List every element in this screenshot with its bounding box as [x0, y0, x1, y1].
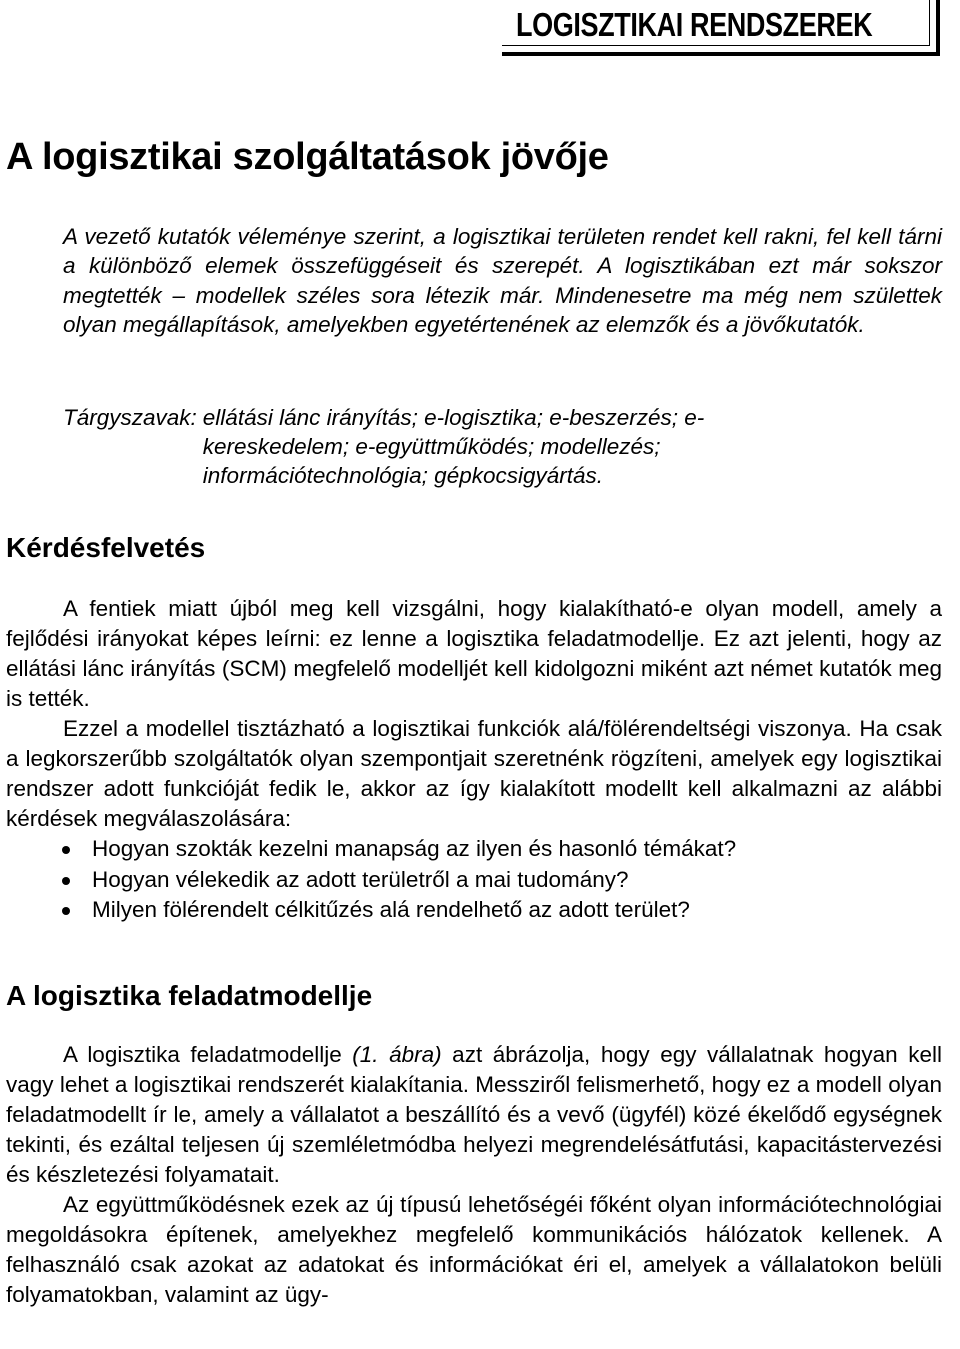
paragraph: A fentiek miatt újból meg kell vizsgálni, hogy kialakítható-e olyan modell, amely a fejlődési irányokat képes leírni: ez lenne a logisztika feladatmodellje. Ez azt jelenti, hogy az ellátási lánc irányítás (SCM) megfelelő modelljét kell kidolgozni miként azt német kutatók meg is tették. [6, 596, 942, 711]
section-heading-kerdesfelvetes: Kérdésfelvetés [6, 532, 206, 563]
question-list [6, 834, 942, 926]
list-item [6, 895, 942, 926]
paragraph: Az együttműködésnek ezek az új típusú lehetőségéi főként olyan információtechnológiai megoldásokra építenek, amelyekhez megfelelő kommunikációs hálózatok kellenek. A felhasználó csak azokat az adatokat és információkat éri el, amelyek a vállalatokon belüli folyamatokban, valamint az ügy- [6, 1192, 942, 1307]
paragraph-text: A logisztika feladatmodellje [63, 1042, 353, 1067]
figure-reference: (1. ábra) [352, 1042, 442, 1067]
article-title: A logisztikai szolgáltatások jövője [6, 136, 609, 178]
bullet-icon [62, 907, 70, 915]
bullet-icon [62, 877, 70, 885]
list-item-text: Hogyan szokták kezelni manapság az ilyen és hasonló témákat? [92, 836, 737, 861]
section-body-feladatmodell [6, 1040, 942, 1310]
paragraph [6, 1040, 942, 1190]
list-item-text: Milyen fölérendelt célkitűzés alá rendelhető az adott terület? [92, 897, 690, 922]
list-item [6, 834, 942, 865]
section-heading-feladatmodell: A logisztika feladatmodellje [6, 980, 373, 1011]
abstract: A vezető kutatók véleménye szerint, a logisztikai területen rendet kell rakni, fel kell tárni a különböző elemek összefüggéseit és szerepét. A logisztikában ezt már sokszor megtették – modellek széles sora létezik már. Mindenesetre ma még nem születtek olyan megállapítások, amelyekben egyetértenének az elemzők és a jövőkutatók. [63, 224, 942, 337]
list-item-text: Hogyan vélekedik az adott területről a mai tudomány? [92, 866, 629, 892]
bullet-icon [62, 846, 70, 854]
list-item [6, 865, 942, 896]
running-header-title: LOGISZTIKAI RENDSZEREK [516, 6, 873, 43]
keywords-block [63, 403, 942, 490]
keywords-label: Tárgyszavak: [63, 405, 197, 430]
section-body-kerdesfelvetes [6, 594, 942, 926]
paragraph-text: azt ábrázolja, hogy egy vállalatnak hogyan kell vagy lehet a logisztikai rendszerét kialakítania. Messziről felismerhető, hogy ez a modell olyan feladatmodellt ír le, amely a vállalatot a beszállító és a vevő (ügyfél) közé ékelődő egységnek tekinti, és ezáltal teljesen új szemléletmódba helyezi megrendelésátfutási, kapacitástervezési és készletezési folyamatait. [6, 1042, 943, 1187]
keywords-text: ellátási lánc irányítás; e-logisztika; e-beszerzés; e-kereskedelem; e-együttműködés; modellezés; információtechnológia; gépkocsigyártás. [202, 405, 705, 488]
running-header [502, 0, 940, 56]
paragraph: Ezzel a modellel tisztázható a logisztikai funkciók alá/fölérendeltségi viszonya. Ha csak a legkorszerűbb szolgáltatók olyan szempontjait szeretnénk rögzíteni, amelyek egy logisztikai rendszer adott funkcióját fedik le, akkor az így kialakított modellt kell alkalmazni az alábbi kérdések megválaszolására: [6, 716, 942, 831]
